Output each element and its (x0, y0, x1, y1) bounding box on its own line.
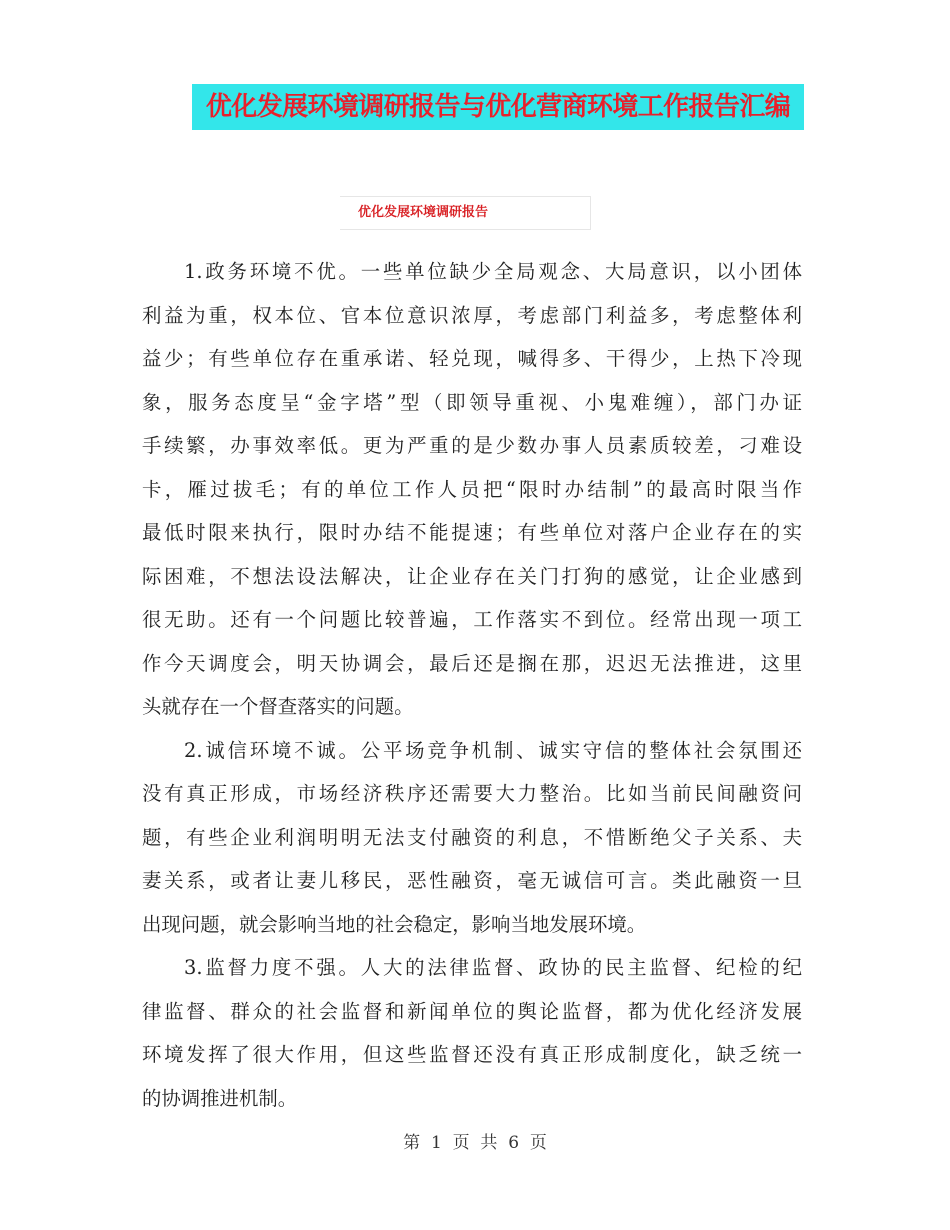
paragraph-line: 卡，雁过拔毛；有的单位工作人员把“限时办结制”的最高时限当作 (142, 477, 802, 501)
title-highlight (192, 84, 804, 130)
paragraph-line: 1.政务环境不优。一些单位缺少全局观念、大局意识，以小团体 (184, 260, 802, 283)
paragraph-line: 2.诚信环境不诚。公平场竞争机制、诚实守信的整体社会氛围还 (184, 738, 802, 762)
paragraph-line: 律监督、群众的社会监督和新闻单位的舆论监督，都为优化经济发展 (142, 999, 802, 1023)
paragraph-line: 没有真正形成，市场经济秩序还需要大力整治。比如当前民间融资问 (142, 782, 802, 805)
paragraph-line: 题，有些企业利润明明无法支付融资的利息，不惜断绝父子关系、夫 (142, 825, 802, 849)
paragraph-line: 妻关系，或者让妻儿移民，恶性融资，毫无诚信可言。类此融资一旦 (142, 869, 802, 892)
paragraph-line: 际困难，不想法设法解决，让企业存在关门打狗的感觉，让企业感到 (142, 564, 802, 588)
section-heading-box (340, 196, 591, 230)
page-footer: 第 1 页 共 6 页 (403, 1133, 547, 1153)
paragraph-line: 作今天调度会，明天协调会，最后还是搁在那，迟迟无法推进，这里 (142, 651, 802, 675)
paragraph-line: 很无助。还有一个问题比较普遍，工作落实不到位。经常出现一项工 (142, 608, 802, 631)
paragraph-line: 最低时限来执行，限时办结不能提速；有些单位对落户企业存在的实 (142, 521, 802, 544)
paragraph-line: 3.监督力度不强。人大的法律监督、政协的民主监督、纪检的纪 (184, 956, 802, 979)
paragraph-1 (142, 250, 802, 729)
section-heading: 优化发展环境调研报告 (358, 205, 489, 220)
paragraph-line: 的协调推进机制。 (142, 1086, 298, 1110)
paragraph-line: 象，服务态度呈“金字塔”型（即领导重视、小鬼难缠），部门办证 (142, 390, 802, 414)
document-body (142, 250, 802, 1120)
paragraph-3 (142, 946, 802, 1120)
paragraph-2 (142, 729, 802, 947)
paragraph-line: 头就存在一个督查落实的问题。 (142, 695, 414, 718)
paragraph-line: 环境发挥了很大作用，但这些监督还没有真正形成制度化，缺乏统一 (142, 1043, 802, 1066)
document-title: 优化发展环境调研报告与优化营商环境工作报告汇编 (205, 92, 791, 122)
paragraph-line: 出现问题，就会影响当地的社会稳定，影响当地发展环境。 (142, 912, 647, 936)
paragraph-line: 益少；有些单位存在重承诺、轻兑现，喊得多、干得少，上热下冷现 (142, 347, 802, 370)
paragraph-line: 利益为重，权本位、官本位意识浓厚，考虑部门利益多，考虑整体利 (142, 303, 802, 327)
paragraph-line: 手续繁，办事效率低。更为严重的是少数办事人员素质较差，刁难设 (142, 434, 802, 457)
